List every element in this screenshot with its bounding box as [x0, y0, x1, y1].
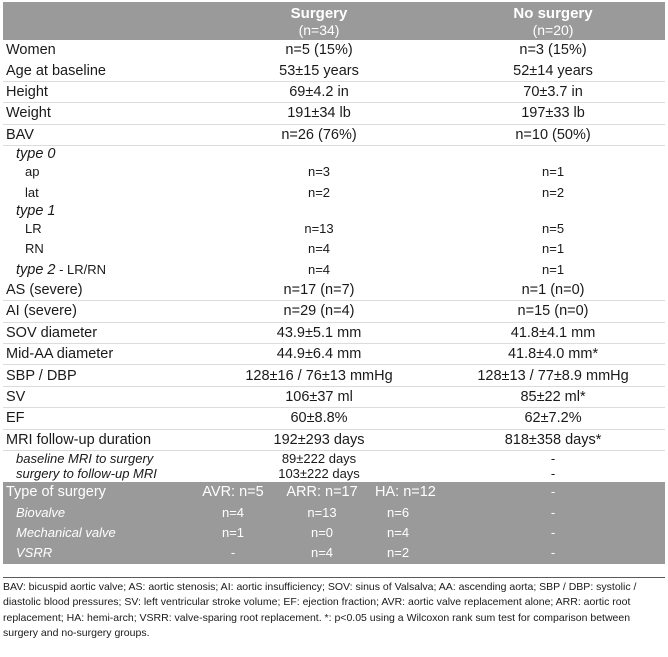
- row-label: RN: [25, 241, 44, 257]
- row-nosurgery-value: 818±358 days*: [441, 429, 665, 450]
- row-surgery-value: [197, 145, 441, 162]
- subrow-nosurgery: -: [441, 543, 665, 563]
- row-surgery-value: 192±293 days: [197, 429, 441, 450]
- row-surgery-value: 60±8.8%: [197, 408, 441, 429]
- row-surgery-value: 69±4.2 in: [197, 81, 441, 102]
- row-label: BAV: [3, 124, 197, 145]
- row-surgery-value: n=4: [307, 261, 331, 277]
- row-surgery-value: 103±222 days: [278, 466, 360, 482]
- surgery-type-avr: AVR: n=5: [197, 482, 269, 503]
- row-surgery-value: [197, 203, 441, 219]
- table-row: [3, 145, 665, 162]
- table-row: [3, 451, 665, 467]
- surgery-type-subrow: [3, 502, 665, 522]
- table-row: [3, 466, 665, 482]
- characteristics-table: [3, 2, 665, 564]
- row-surgery-value: 191±34 lb: [197, 103, 441, 124]
- header-surgery-n: (n=34): [298, 22, 340, 38]
- header-nosurgery-title: No surgery: [513, 5, 593, 22]
- subrow-ha: n=4: [375, 523, 441, 543]
- row-label: AI (severe): [3, 301, 197, 322]
- surgery-type-subrow: [3, 543, 665, 563]
- row-label: LR: [25, 220, 42, 236]
- row-surgery-value: n=3: [307, 164, 331, 180]
- row-nosurgery-value: n=1 (n=0): [441, 280, 665, 301]
- row-nosurgery-value: n=2: [542, 184, 565, 200]
- surgery-type-ha: HA: n=12: [375, 482, 441, 503]
- row-label: lat: [25, 184, 39, 200]
- subrow-avr: n=1: [197, 523, 269, 543]
- row-label: SOV diameter: [3, 322, 197, 343]
- row-surgery-value: 53±15 years: [197, 60, 441, 81]
- subrow-avr: n=4: [197, 502, 269, 522]
- subrow-arr: n=13: [269, 502, 375, 522]
- table-row: [3, 344, 665, 365]
- row-surgery-value: n=17 (n=7): [197, 280, 441, 301]
- row-label: Women: [6, 42, 56, 59]
- table-row: [3, 239, 665, 259]
- row-nosurgery-value: [441, 203, 665, 219]
- header-surgery-title: Surgery: [290, 5, 348, 22]
- surgery-type-subrow: [3, 523, 665, 543]
- table-row: [3, 280, 665, 301]
- table-row: [3, 60, 665, 81]
- surgery-type-row: [3, 482, 665, 503]
- row-surgery-value: 89±222 days: [281, 451, 357, 467]
- row-surgery-value: n=13: [304, 220, 334, 236]
- subrow-label: VSRR: [3, 543, 197, 563]
- row-label: EF: [3, 408, 197, 429]
- row-nosurgery-value: [441, 145, 665, 162]
- row-label: SV: [3, 386, 197, 407]
- row-nosurgery-value: n=1: [542, 261, 565, 277]
- table-row: [3, 81, 665, 102]
- row-nosurgery-value: n=5: [542, 220, 565, 236]
- row-nosurgery-value: 70±3.7 in: [441, 81, 665, 102]
- row-label: surgery to follow-up MRI: [16, 466, 157, 482]
- subrow-arr: n=4: [269, 543, 375, 563]
- row-nosurgery-value: -: [550, 451, 556, 467]
- header-row: [3, 2, 665, 40]
- row-surgery-value: n=5 (15%): [285, 42, 353, 59]
- row-label: ap: [25, 164, 40, 180]
- subrow-arr: n=0: [269, 523, 375, 543]
- table-container: [3, 2, 665, 564]
- row-label: MRI follow-up duration: [3, 429, 197, 450]
- row-nosurgery-value: n=3 (15%): [519, 42, 587, 59]
- row-nosurgery-value: 41.8±4.0 mm*: [441, 344, 665, 365]
- row-nosurgery-value: 197±33 lb: [441, 103, 665, 124]
- header-nosurgery-n: (n=20): [532, 22, 574, 38]
- table-row: [3, 322, 665, 343]
- table-row: [3, 203, 665, 219]
- row-surgery-value: n=26 (76%): [197, 124, 441, 145]
- table-row: [3, 162, 665, 182]
- table-row: [3, 103, 665, 124]
- subrow-label: Biovalve: [3, 502, 197, 522]
- surgery-type-label: Type of surgery: [3, 482, 197, 503]
- row-nosurgery-value: -: [550, 466, 556, 482]
- subrow-ha: n=2: [375, 543, 441, 563]
- row-nosurgery-value: 52±14 years: [441, 60, 665, 81]
- subrow-label: Mechanical valve: [3, 523, 197, 543]
- row-surgery-value: 43.9±5.1 mm: [197, 322, 441, 343]
- row-nosurgery-value: n=15 (n=0): [441, 301, 665, 322]
- table-row: [3, 219, 665, 239]
- table-row: [3, 408, 665, 429]
- row-surgery-value: 44.9±6.4 mm: [197, 344, 441, 365]
- row-label-italic: type 2: [16, 261, 56, 278]
- row-nosurgery-value: 62±7.2%: [441, 408, 665, 429]
- row-label: Weight: [3, 103, 197, 124]
- row-nosurgery-value: 85±22 ml*: [441, 386, 665, 407]
- subrow-avr: -: [197, 543, 269, 563]
- row-nosurgery-value: n=10 (50%): [441, 124, 665, 145]
- row-label: Height: [3, 81, 197, 102]
- table-row: [3, 40, 665, 60]
- row-surgery-value: n=29 (n=4): [197, 301, 441, 322]
- row-surgery-value: 106±37 ml: [197, 386, 441, 407]
- header-nosurgery: [441, 2, 665, 40]
- table-row: [3, 301, 665, 322]
- footnote: BAV: bicuspid aortic valve; AS: aortic stenosis; AI: aortic insufficiency; SOV: sinus of Valsalva; AA: ascending aorta; SBP / DBP: systolic / diastolic blood pressures; SV: left ventricular stroke volume; EF: ejection fraction; AVR: aortic valve replacement alone; ARR: aortic root replacement; HA: hemi-arch; VSRR: valve-sparing root replacement. *: p<0.05 using a Wilcoxon rank sum test for comparison between surgery and no-surgery groups.: [3, 577, 665, 642]
- row-surgery-value: 128±16 / 76±13 mmHg: [197, 365, 441, 386]
- row-label: Age at baseline: [3, 60, 197, 81]
- row-label-suffix: - LR/RN: [55, 261, 107, 277]
- row-surgery-value: n=2: [307, 184, 331, 200]
- row-surgery-value: n=4: [307, 241, 331, 257]
- row-label: [3, 260, 197, 280]
- row-label: type 1: [16, 202, 56, 219]
- row-nosurgery-value: n=1: [542, 164, 565, 180]
- row-label: type 0: [16, 145, 56, 162]
- subrow-ha: n=6: [375, 502, 441, 522]
- row-label: baseline MRI to surgery: [16, 451, 154, 467]
- row-label: SBP / DBP: [3, 365, 197, 386]
- table-row: [3, 365, 665, 386]
- table-row: [3, 260, 665, 280]
- surgery-type-nosurgery: -: [441, 482, 665, 503]
- header-empty: [3, 2, 197, 40]
- row-nosurgery-value: n=1: [542, 241, 565, 257]
- table-row: [3, 124, 665, 145]
- table-row: [3, 182, 665, 202]
- row-label: AS (severe): [3, 280, 197, 301]
- subrow-nosurgery: -: [441, 502, 665, 522]
- surgery-type-arr: ARR: n=17: [269, 482, 375, 503]
- row-nosurgery-value: 41.8±4.1 mm: [441, 322, 665, 343]
- row-nosurgery-value: 128±13 / 77±8.9 mmHg: [441, 365, 665, 386]
- table-row: [3, 386, 665, 407]
- header-surgery: [197, 2, 441, 40]
- table-row: [3, 429, 665, 450]
- row-label: Mid-AA diameter: [3, 344, 197, 365]
- subrow-nosurgery: -: [441, 523, 665, 543]
